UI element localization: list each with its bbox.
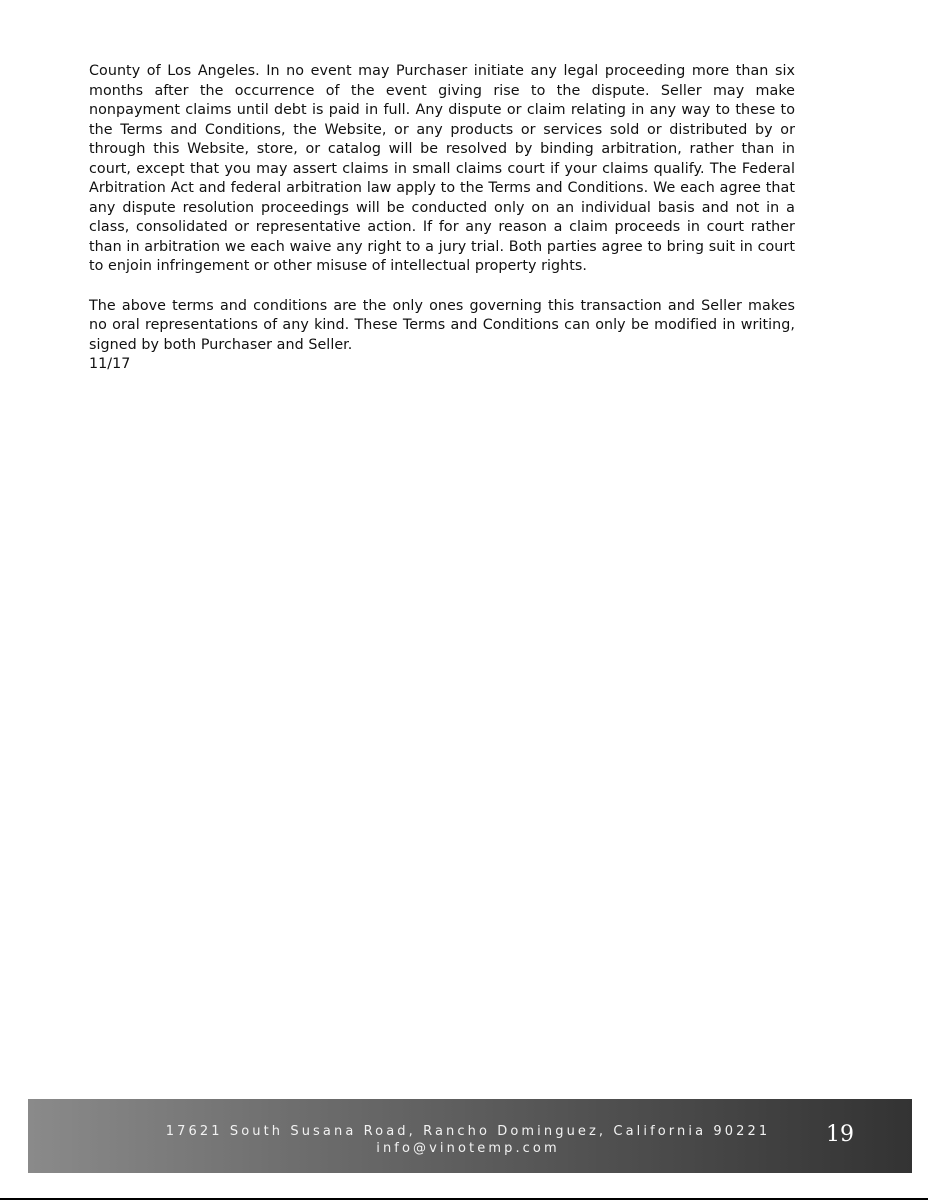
terms-paragraph-arbitration: County of Los Angeles. In no event may Purchaser initiate any legal proceeding more than six months after the occurrence of the event giving rise to the dispute. Seller may make nonpayment claims until debt is paid in full. Any dispute or claim relating in any way to these to the Terms and Conditions, the Website, or any products or services sold or distributed by or through this Website, store, or catalog will be resolved by binding arbitration, rather than in court, except that you may assert claims in small claims court if your claims qualify. The Federal Arbitration Act and federal arbitration law apply to the Terms and Conditions. We each agree that any dispute resolution proceedings will be conducted only on an individual basis and not in a class, consolidated or representative action. If for any reason a claim proceeds in court rather than in arbitration we each waive any right to a jury trial. Both parties agree to bring suit in court to enjoin infringement or other misuse of intellectual property rights. (89, 63, 795, 274)
page-number: 19 (826, 1122, 854, 1147)
bottom-rule (0, 1198, 928, 1200)
terms-paragraph-governing (89, 297, 795, 375)
footer-address: 17621 South Susana Road, Rancho Dominguez, California 90221 (165, 1124, 771, 1139)
terms-body (89, 62, 795, 375)
revision-date: 11/17 (89, 356, 131, 372)
page-footer (28, 1099, 912, 1173)
terms-paragraph-governing-text: The above terms and conditions are the only ones governing this transaction and Seller makes no oral representations of any kind. These Terms and Conditions can only be modified in writing, signed by both Purchaser and Seller. (89, 297, 795, 353)
footer-contact (68, 1123, 868, 1157)
footer-email: info@vinotemp.com (376, 1141, 560, 1156)
